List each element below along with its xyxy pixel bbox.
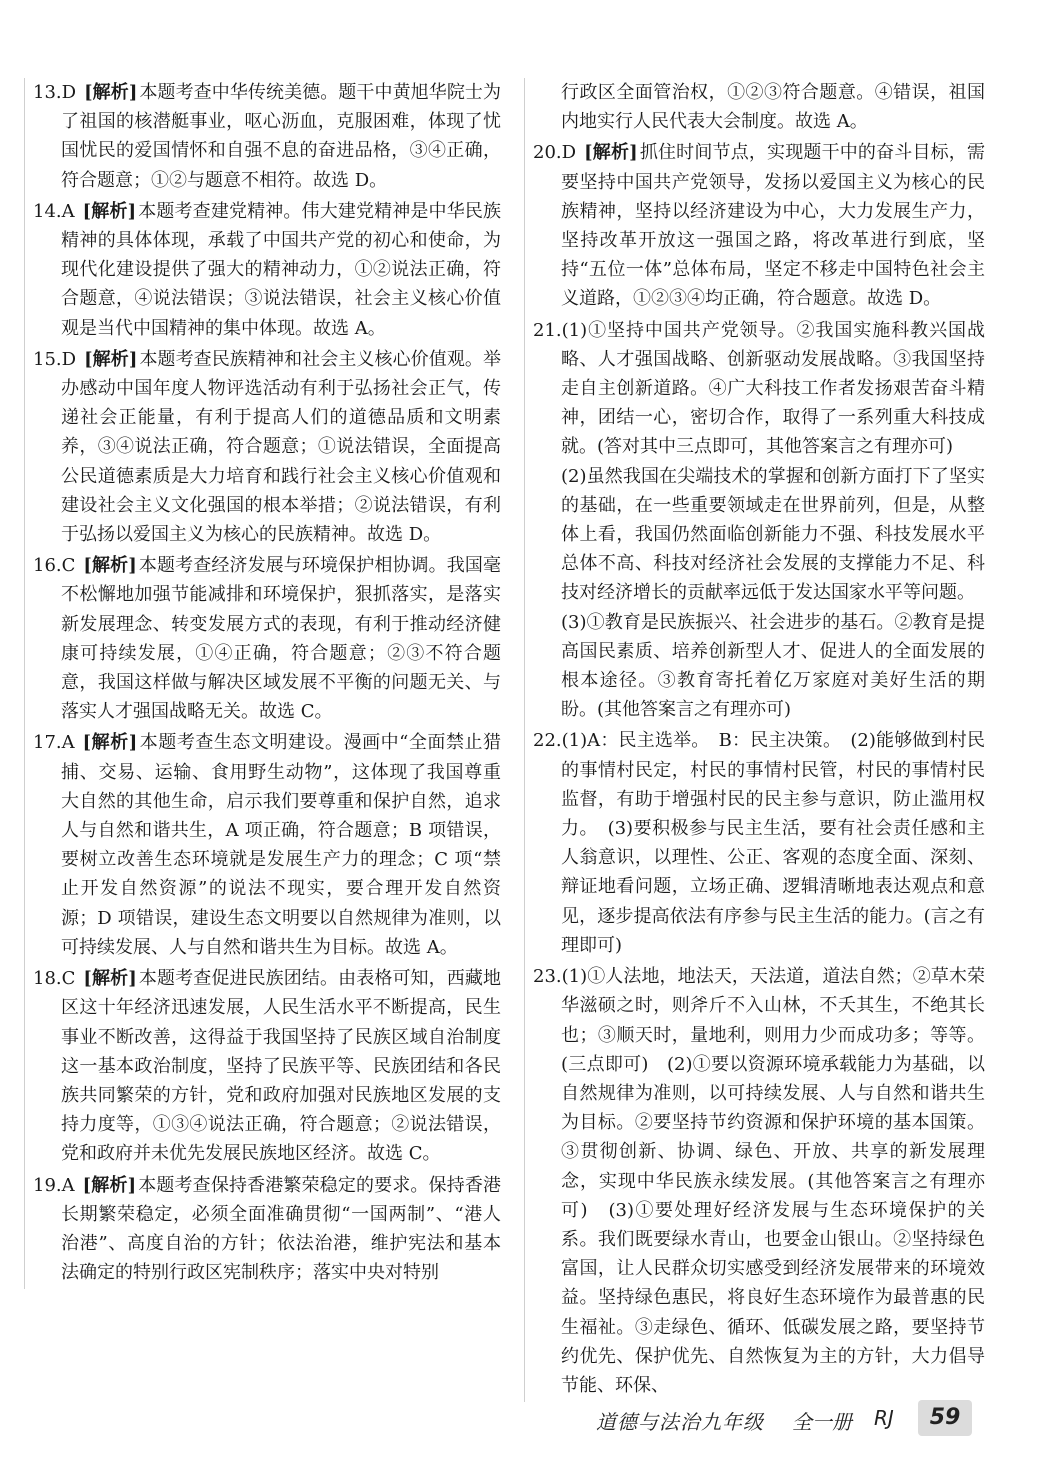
book-title: 道德与法治九年级 (596, 1410, 764, 1434)
answer-item-19 (33, 1171, 501, 1288)
question-number: 21. (533, 319, 562, 341)
book-volume: 全一册 (792, 1410, 852, 1434)
analysis-text: 抓住时间节点，实现题干中的奋斗目标，需要坚持中国共产党领导，发扬以爱国主义为核心的民族精神，坚持以经济建设为中心，大力发展生产力，坚持改革开放这一强国之路，将改革进行到底，坚持“五位一体”总体布局，坚定不移走中国特色社会主义道路，①②③④均正确，符合题意。故选 D。 (561, 142, 985, 310)
question-number: 18. (33, 968, 62, 990)
answer-item-14 (33, 197, 501, 343)
answer-item-13 (33, 78, 501, 195)
analysis-text: 本题考查民族精神和社会主义核心价值观。举办感动中国年度人物评选活动有利于弘扬社会正气，传递社会正能量，有利于提高人们的道德品质和文明素养，③④说法正确，符合题意；①说法错误，全面提高公民道德素质是大力培育和践行社会主义核心价值观和建设社会主义文化强国的根本举措；②说法错误，有利于弘扬以爱国主义为核心的民族精神。故选 D。 (61, 348, 501, 546)
analysis-tag: [解析] (82, 1174, 137, 1196)
answer-text-part-3: (3)①教育是民族振兴、社会进步的基石。②教育是提高国民素质、培养创新型人才、促进人的全面发展的根本途径。③教育寄托着亿万家庭对美好生活的期盼。(其他答案言之有理亦可) (561, 611, 985, 721)
answer-choice: A (61, 200, 75, 222)
question-number: 14. (33, 200, 62, 222)
page-number: 59 (918, 1400, 972, 1436)
answer-choice: C (61, 968, 76, 990)
book-edition: RJ (874, 1406, 894, 1430)
question-number: 19. (33, 1174, 62, 1196)
answer-item-20 (533, 138, 985, 313)
answer-text-part-2: (2)虽然我国在尖端技术的掌握和创新方面打下了坚实的基础，在一些重要领域走在世界前列，但是，从整体上看，我国仍然面临创新能力不强、科技发展水平总体不高、科技对经济社会发展的支撑能力不足、科技对经济增长的贡献率远低于发达国家水平等问题。 (561, 465, 985, 604)
analysis-tag: [解析] (83, 968, 137, 990)
answer-item-17 (33, 728, 501, 962)
question-number: 22. (533, 730, 562, 752)
question-number: 23. (533, 966, 562, 988)
answer-choice: D (61, 82, 77, 103)
question-number: 13. (33, 82, 62, 103)
analysis-text: 本题考查保持香港繁荣稳定的要求。保持香港长期繁荣稳定，必须全面准确贯彻“一国两制”、“港人治港”、高度自治的方针；依法治港，维护宪法和基本法确定的特别行政区宪制秩序；落实中央对特别 (61, 1174, 501, 1284)
answer-item-21 (533, 316, 985, 725)
answer-choice: A (61, 732, 75, 754)
analysis-text: 本题考查中华传统美德。题干中黄旭华院士为了祖国的核潜艇事业，呕心沥血，克服困难，体现了忧国忧民的爱国情怀和自强不息的奋进品格，③④正确，符合题意；①②与题意不相符。故选 D。 (61, 82, 501, 191)
analysis-tag: [解析] (82, 200, 137, 222)
answer-item-16 (33, 551, 501, 726)
analysis-tag: [解析] (84, 82, 138, 103)
analysis-text: 行政区全面管治权，①②③符合题意。④错误，祖国内地实行人民代表大会制度。故选 A。 (561, 82, 985, 133)
answer-item-22 (533, 726, 985, 960)
answer-choice: D (61, 348, 77, 370)
answer-item-15 (33, 345, 501, 549)
analysis-tag: [解析] (584, 142, 638, 164)
question-number: 16. (33, 555, 62, 577)
analysis-text: 本题考查经济发展与环境保护相协调。我国毫不松懈地加强节能减排和环境保护，狠抓落实，是落实新发展理念、转变发展方式的表现，有利于推动经济健康可持续发展，①④正确，符合题意；②③不符合题意，我国这样做与解决区域发展不平衡的问题无关、与落实人才强国战略无关。故选 C。 (61, 555, 501, 723)
right-column (524, 78, 985, 1402)
analysis-tag: [解析] (82, 732, 138, 754)
answer-item-18 (33, 964, 501, 1168)
analysis-text: 本题考查生态文明建设。漫画中“全面禁止猎捕、交易、运输、食用野生动物”，这体现了我国尊重大自然的其他生命，启示我们要尊重和保护自然，追求人与自然和谐共生，A 项正确，符合题意；B 项错误，要树立改善生态环境就是发展生产力的理念；C 项“禁止开发自然资源”的说法不现实，要合理开发自然资源；D 项错误，建设生态文明要以自然规律为准则，以可持续发展、人与自然和谐共生为目标。故选 A。 (61, 732, 501, 958)
question-number: 15. (33, 348, 62, 370)
answer-item-23 (533, 962, 985, 1400)
left-column (24, 78, 501, 1289)
answer-choice: A (61, 1174, 75, 1196)
page-footer (596, 1400, 976, 1440)
question-number: 20. (533, 142, 562, 164)
answer-text-part-1: (1)①坚持中国共产党领导。②我国实施科教兴国战略、人才强国战略、创新驱动发展战略。③我国坚持走自主创新道路。④广大科技工作者发扬艰苦奋斗精神，团结一心，密切合作，取得了一系列重大科技成就。(答对其中三点即可，其他答案言之有理亦可) (561, 319, 985, 458)
answer-choice: C (61, 555, 76, 577)
answer-text: (1)A：民主选举。 B：民主决策。 (2)能够做到村民的事情村民定，村民的事情村民管，村民的事情村民监督，有助于增强村民的民主参与意识，防止滥用权力。 (3)要积极参与民主生活，要有社会责任感和主人翁意识，以理性、公正、客观的态度全面、深刻、辩证地看问题，立场正确、逻辑清晰地表达观点和意见，逐步提高依法有序参与民主生活的能力。(言之有理即可) (561, 730, 985, 956)
answer-choice: D (561, 142, 577, 164)
analysis-tag: [解析] (83, 555, 137, 577)
analysis-tag: [解析] (84, 348, 138, 370)
analysis-text: 本题考查建党精神。伟大建党精神是中华民族精神的具体体现，承载了中国共产党的初心和使命，为现代化建设提供了强大的精神动力，①②说法正确，符合题意，④说法错误；③说法错误，社会主义核心价值观是当代中国精神的集中体现。故选 A。 (61, 200, 501, 339)
analysis-text: 本题考查促进民族团结。由表格可知，西藏地区这十年经济迅速发展，人民生活水平不断提高，民生事业不断改善，这得益于我国坚持了民族区域自治制度这一基本政治制度，坚持了民族平等、民族团结和各民族共同繁荣的方针，党和政府加强对民族地区发展的支持力度等，①③④说法正确，符合题意；②说法错误，党和政府并未优先发展民族地区经济。故选 C。 (61, 968, 501, 1165)
answer-item-19-continued (533, 78, 985, 136)
answer-text: (1)①人法地，地法天，天法道，道法自然；②草木荣华滋硕之时，则斧斤不入山林，不夭其生，不绝其长也；③顺天时，量地利，则用力少而成功多；等等。(三点即可) (2)①要以资源环境承载能力为基础，以自然规律为准则，以可持续发展、人与自然和谐共生为目标。②要坚持节约资源和保护环境的基本国策。③贯彻创新、协调、绿色、开放、共享的新发展理念，实现中华民族永续发展。(其他答案言之有理亦可) (3)①要处理好经济发展与生态环境保护的关系。我们既要绿水青山，也要金山银山。②坚持绿色富国，让人民群众切实感受到经济发展带来的环境效益。坚持绿色惠民，将良好生态环境作为最普惠的民生福祉。③走绿色、循环、低碳发展之路，要坚持节约优先、保护优先、自然恢复为主的方针，大力倡导节能、环保、 (561, 966, 985, 1396)
question-number: 17. (33, 732, 62, 754)
